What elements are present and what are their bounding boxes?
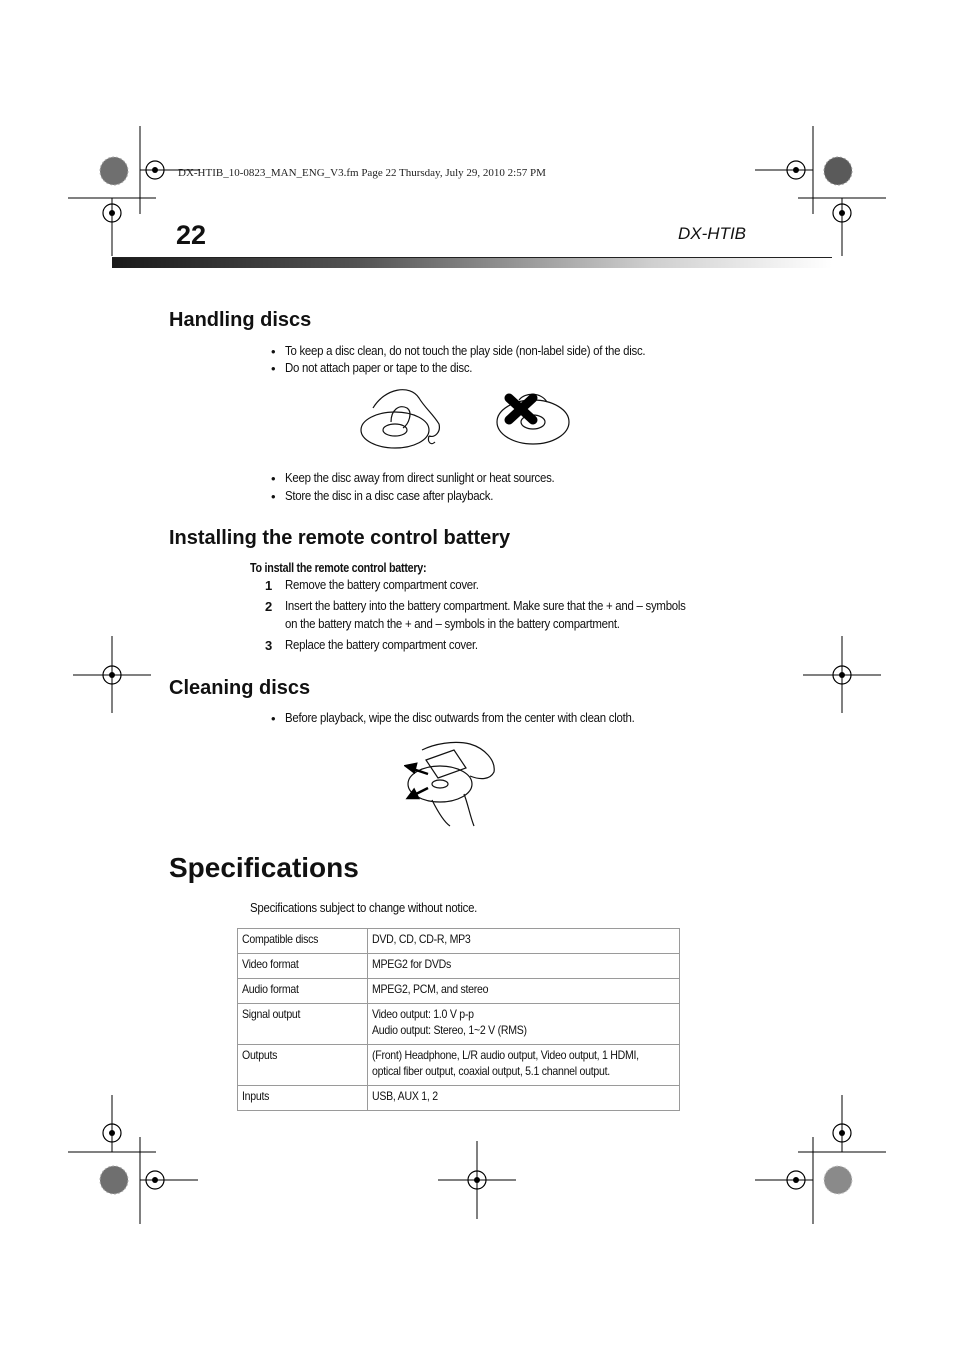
- table-row: [238, 1004, 680, 1045]
- cleaning-discs-heading: Cleaning discs: [169, 677, 311, 699]
- step-text-continued: on the battery match the + and – symbols in the battery compartment.: [285, 616, 620, 631]
- battery-heading: Installing the remote control battery: [169, 527, 511, 549]
- bullet-text: To keep a disc clean, do not touch the play side (non-label side) of the disc.: [285, 343, 646, 358]
- bullet-dot: •: [271, 711, 276, 726]
- bullet-dot: •: [271, 344, 276, 359]
- bullet-text: Before playback, wipe the disc outwards from the center with clean cloth.: [285, 710, 635, 725]
- disc-cleaning-illustration: [404, 738, 500, 830]
- model-name: DX-HTIB: [678, 224, 746, 243]
- disc-handling-illustration: [355, 380, 580, 452]
- handling-discs-heading: Handling discs: [169, 309, 312, 331]
- spec-label: Inputs: [238, 1086, 368, 1111]
- table-row: [238, 1045, 680, 1086]
- bullet-dot: •: [271, 471, 276, 486]
- spec-value: (Front) Headphone, L/R audio output, Video output, 1 HDMI, optical fiber output, coaxial output, 5.1 channel output.: [367, 1045, 679, 1086]
- table-row: [238, 979, 680, 1004]
- table-row: [238, 1086, 680, 1111]
- spec-label: Video format: [238, 954, 368, 979]
- spec-value: MPEG2 for DVDs: [367, 954, 679, 979]
- step-text: Replace the battery compartment cover.: [285, 637, 478, 652]
- step-number: 1: [265, 578, 273, 593]
- bullet-text: Keep the disc away from direct sunlight or heat sources.: [285, 470, 555, 485]
- table-row: [238, 954, 680, 979]
- specifications-heading: Specifications: [169, 852, 359, 883]
- step-number: 3: [265, 638, 273, 653]
- spec-label: Audio format: [238, 979, 368, 1004]
- spec-value: Video output: 1.0 V p-p Audio output: Stereo, 1~2 V (RMS): [367, 1004, 679, 1045]
- bullet-dot: •: [271, 361, 276, 376]
- spec-value: DVD, CD, CD-R, MP3: [367, 929, 679, 954]
- bullet-dot: •: [271, 489, 276, 504]
- bullet-text: Do not attach paper or tape to the disc.: [285, 360, 473, 375]
- spec-label: Outputs: [238, 1045, 368, 1086]
- step-text: Insert the battery into the battery compartment. Make sure that the + and – symbols: [285, 598, 686, 613]
- table-row: [238, 929, 680, 954]
- spec-value: USB, AUX 1, 2: [367, 1086, 679, 1111]
- spec-value: MPEG2, PCM, and stereo: [367, 979, 679, 1004]
- spec-label: Signal output: [238, 1004, 368, 1045]
- page-number: 22: [176, 220, 207, 250]
- step-text: Remove the battery compartment cover.: [285, 577, 479, 592]
- step-number: 2: [265, 599, 273, 614]
- battery-subheading: To install the remote control battery:: [250, 561, 427, 575]
- specifications-table: [237, 928, 680, 1111]
- bullet-text: Store the disc in a disc case after playback.: [285, 488, 494, 503]
- spec-label: Compatible discs: [238, 929, 368, 954]
- source-file-line: DX-HTIB_10-0823_MAN_ENG_V3.fm Page 22 Thursday, July 29, 2010 2:57 PM: [178, 167, 546, 179]
- specifications-note: Specifications subject to change without notice.: [250, 900, 478, 915]
- header-rule: [112, 257, 832, 268]
